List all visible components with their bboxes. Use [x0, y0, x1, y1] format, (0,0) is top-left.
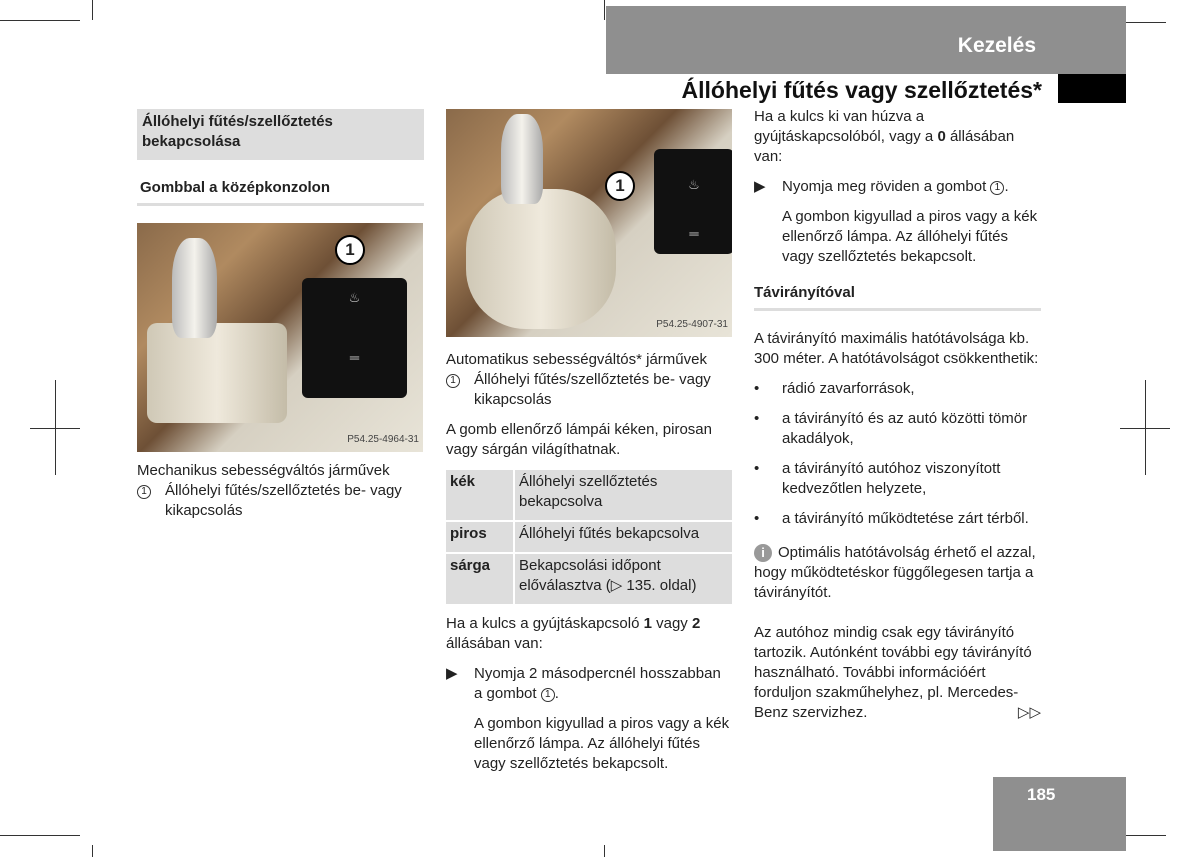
heater-icon: ♨	[348, 290, 361, 305]
section-heading: Állóhelyi fűtés/szellőztetés bekapcsolása	[137, 109, 424, 160]
callout-1: 1	[335, 235, 365, 265]
image-code: P54.25-4964-31	[347, 434, 419, 445]
color-cell: sárga	[446, 553, 514, 604]
arrow-icon: ▶	[446, 665, 458, 682]
marker: 1	[137, 485, 151, 499]
left-column	[137, 109, 424, 206]
paragraph: A gomb ellenőrző lámpái kéken, pirosan vagy sárgán világíthatnak.	[446, 421, 712, 458]
crop-mark	[55, 380, 56, 475]
section-band	[606, 6, 1126, 74]
result-text: A gombon kigyullad a piros vagy a kék ellenőrző lámpa. Az állóhelyi fűtés vagy szellőztetés bekapcsolt.	[474, 715, 730, 772]
result-text: A gombon kigyullad a piros vagy a kék ellenőrző lámpa. Az állóhelyi fűtés vagy szellőztetés bekapcsolt.	[782, 208, 1038, 265]
subheading: Gombbal a középkonzolon	[137, 178, 424, 206]
crop-mark	[1126, 835, 1166, 836]
meaning-cell: Állóhelyi szellőztetés bekapcsolva	[514, 470, 732, 521]
marker: 1	[990, 181, 1004, 195]
meaning-cell: Bekapcsolási időpont előválasztva (▷ 135. oldal)	[519, 557, 697, 594]
gearshift-photo-automatic: ♨ ═ 1 P54.25-4907-31	[446, 109, 732, 337]
bullet-item: rádió zavarforrások,	[782, 380, 915, 397]
crop-mark	[92, 0, 93, 20]
image-code: P54.25-4907-31	[656, 319, 728, 330]
page-title: Állóhelyi fűtés vagy szellőztetés*	[681, 77, 1042, 103]
info-icon: i	[754, 544, 772, 562]
continue-icon: ▷▷	[1017, 704, 1041, 721]
table-row	[446, 553, 732, 604]
middle-column: Automatikus sebességváltós* járművek 1 Állóhelyi fűtés/szellőztetés be- vagy kikapcsolás A gomb ellenőrző lámpái kéken, pirosan vagy sárgán világíthatnak. kék Állóhelyi szellőztetés bekapcsolva piros Állóhelyi fűtés bekapcsolva sárga Bekapcsolási időpont előválasztva (▷ 135. oldal) Ha a kulcs a gyújtáskapcsoló 1 vagy 2 állásában van: ▶ Nyomja 2 másodpercnél hosszabban a gombot 1 . A gombon kigyullad a piros vagy a kék ellenőrző lámpa. Az állóhelyi fűtés vagy szellőztetés bekapcsolt.	[446, 350, 733, 784]
heater-icon: ♨	[688, 177, 700, 192]
table-row	[446, 470, 732, 521]
subheading: Távirányítóval	[754, 283, 1041, 311]
page-number: 185	[993, 777, 1126, 851]
marker: 1	[541, 688, 555, 702]
note: i Optimális hatótávolság érhető el azzal, hogy működtetéskor függőlegesen tartja a távirányítót.	[754, 544, 1036, 601]
gearshift-photo: ♨ ═ 1 P54.25-4964-31	[137, 223, 423, 452]
caption: Mechanikus sebességváltós járművek	[137, 462, 390, 479]
step-text: Nyomja meg röviden a gombot	[782, 178, 987, 195]
marker: 1	[446, 374, 460, 388]
bullet-item: a távirányító és az autó közötti tömör akadályok,	[782, 410, 1028, 447]
crop-mark	[0, 835, 80, 836]
crop-mark	[0, 20, 80, 21]
lamp-color-table	[446, 470, 732, 604]
crop-mark	[1145, 380, 1146, 475]
step-text: Nyomja 2 másodpercnél hosszabban a gombot	[474, 665, 721, 702]
paragraph: Ha a kulcs ki van húzva a gyújtáskapcsolóból, vagy a 0 állásában van:	[754, 108, 1015, 165]
meaning-cell: Állóhelyi fűtés bekapcsolva	[514, 521, 732, 553]
color-cell: kék	[446, 470, 514, 521]
bullet-item: a távirányító autóhoz viszonyított kedvezőtlen helyzete,	[782, 460, 1001, 497]
title-marker	[1058, 74, 1126, 103]
color-cell: piros	[446, 521, 514, 553]
crop-mark	[604, 845, 605, 857]
item-text: Állóhelyi fűtés/szellőztetés be- vagy kikapcsolás	[165, 482, 402, 519]
paragraph: A távirányító maximális hatótávolsága kb. 300 méter. A hatótávolságot csökkenthetik:	[754, 330, 1039, 367]
right-column: Ha a kulcs ki van húzva a gyújtáskapcsolóból, vagy a 0 állásában van: ▶ Nyomja meg röviden a gombot 1 . A gombon kigyullad a piros vagy a kék ellenőrző lámpa. Az állóhelyi fűtés vagy szellőztetés bekapcsolt. Távirányítóval A távirányító maximális hatótávolsága kb. 300 méter. A hatótávolságot csökkenthetik: • rádió zavarforrások, • a távirányító és az autó közötti tömör akadályok, • a távirányító autóhoz viszonyított kedvezőtlen helyzete, • a távirányító működtetése zárt térből. i Optimális hatótávolság érhető el azzal, hogy működtetéskor függőlegesen tartja a távirányítót. Az autóhoz mindig csak egy távirányító tartozik. Autónként további egy távirányító használható. További információért forduljon szakműhelyhez, pl. Mercedes-Benz szervizhez. ▷▷	[754, 108, 1041, 721]
table-row	[446, 521, 732, 553]
crop-mark	[604, 0, 605, 20]
arrow-icon: ▶	[754, 178, 766, 195]
crop-mark	[1126, 22, 1166, 23]
section-title: Kezelés	[957, 34, 1036, 57]
caption: Automatikus sebességváltós* járművek	[446, 351, 707, 368]
callout-1: 1	[605, 171, 635, 201]
bullet-item: a távirányító működtetése zárt térből.	[782, 510, 1029, 527]
left-caption-block	[137, 461, 424, 531]
paragraph: Az autóhoz mindig csak egy távirányító tartozik. Autónként további egy távirányító használható. További információért forduljon szakműhelyhez, pl. Mercedes-Benz szervizhez. ▷▷	[754, 624, 1041, 721]
paragraph: Ha a kulcs a gyújtáskapcsoló 1 vagy 2 állásában van:	[446, 615, 701, 652]
item-text: Állóhelyi fűtés/szellőztetés be- vagy kikapcsolás	[474, 371, 711, 408]
crop-mark	[92, 845, 93, 857]
